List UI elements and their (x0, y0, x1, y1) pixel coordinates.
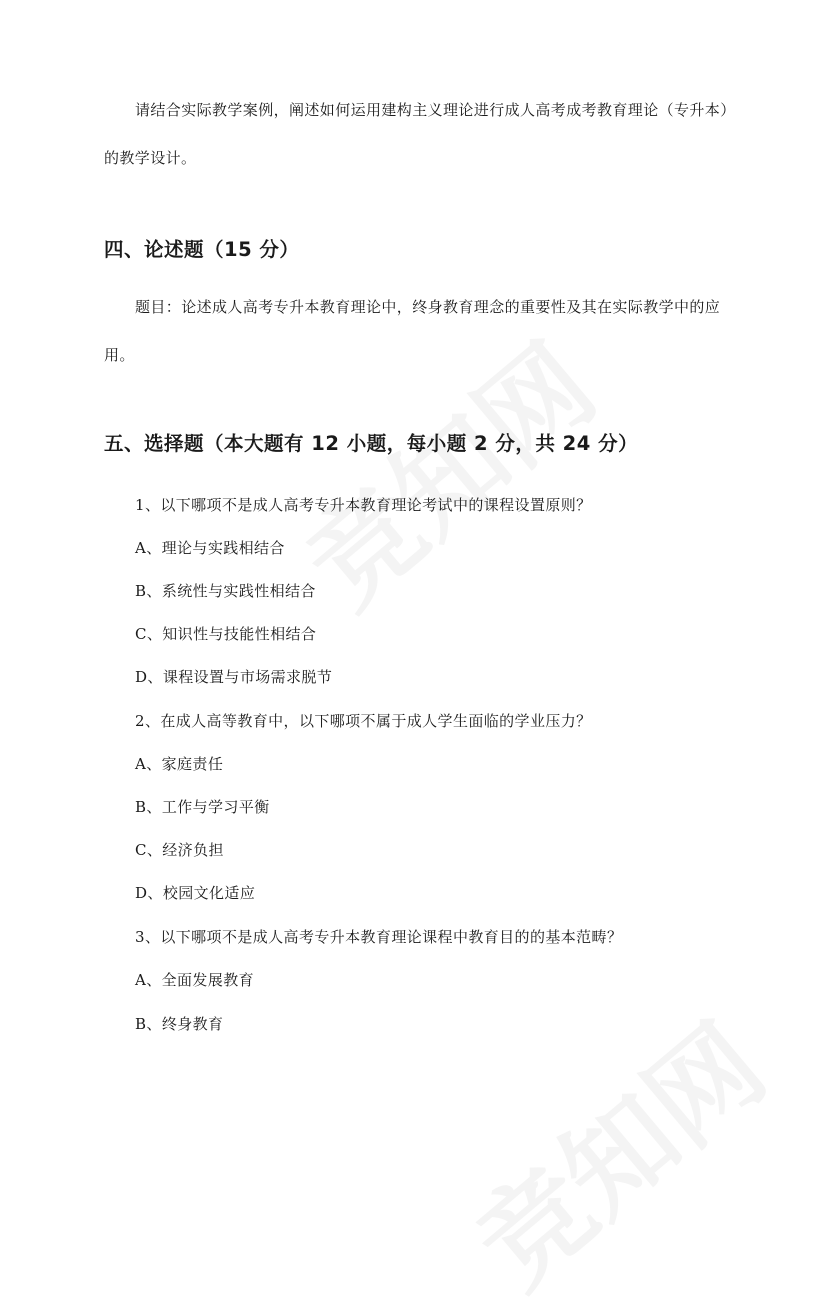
question-3-option-a: A、全面发展教育 (135, 971, 255, 989)
section4-prompt: 题目：论述成人高考专升本教育理论中，终身教育理念的重要性及其在实际教学中的应用。 (104, 298, 721, 364)
section4-heading: 四、论述题（15 分） (104, 238, 300, 261)
question-3-stem: 3、以下哪项不是成人高考专升本教育理论课程中教育目的的基本范畴？ (135, 928, 623, 946)
question-3-option-b: B、终身教育 (135, 1015, 224, 1033)
question-1-option-a: A、理论与实践相结合 (135, 539, 285, 557)
question-2-option-a: A、家庭责任 (135, 755, 224, 773)
section5-heading: 五、选择题（本大题有 12 小题，每小题 2 分，共 24 分） (104, 432, 639, 455)
question-1-option-b: B、系统性与实践性相结合 (135, 582, 316, 600)
question-1-stem: 1、以下哪项不是成人高考专升本教育理论考试中的课程设置原则？ (135, 496, 592, 514)
question-2-stem: 2、在成人高等教育中，以下哪项不属于成人学生面临的学业压力？ (135, 712, 592, 730)
question-2-option-b: B、工作与学习平衡 (135, 798, 270, 816)
question-1-option-d: D、课程设置与市场需求脱节 (135, 668, 333, 686)
question-2-option-d: D、校园文化适应 (135, 884, 256, 902)
watermark-logo-bottom (438, 982, 792, 1315)
question-2-option-c: C、经济负担 (135, 841, 224, 859)
question-1-option-c: C、知识性与技能性相结合 (135, 625, 317, 643)
section3-prompt: 请结合实际教学案例，阐述如何运用建构主义理论进行成人高考成考教育理论（专升本）的教学设计。 (104, 101, 729, 167)
